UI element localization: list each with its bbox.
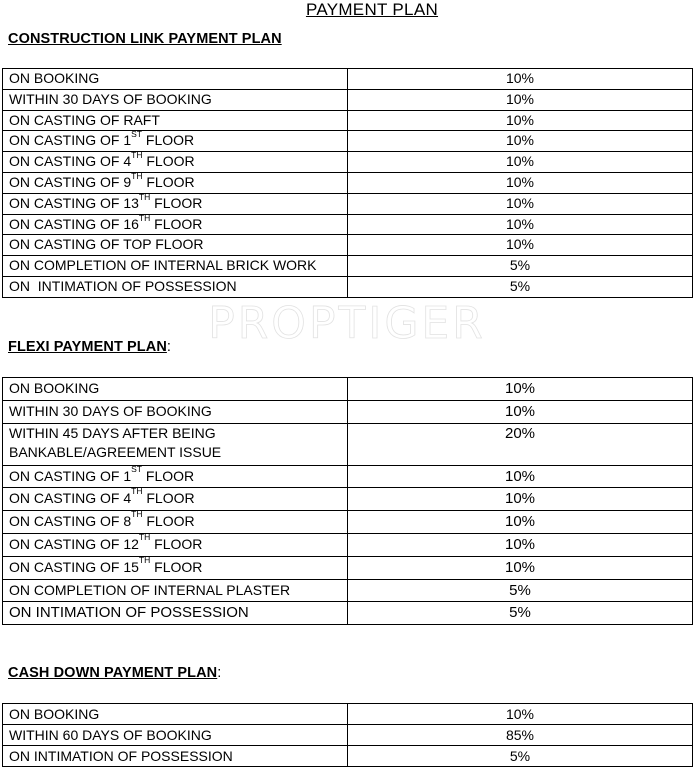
table-row: [3, 746, 693, 767]
percentage-cell: 10%: [348, 488, 693, 511]
percentage-cell: 10%: [348, 235, 693, 256]
stage-cell: [3, 276, 348, 297]
stage-label-suffix: FLOOR: [142, 173, 195, 190]
table-row: [3, 89, 693, 110]
stage-cell: [3, 193, 348, 214]
table-row: [3, 533, 693, 556]
stage-label-suffix: FLOOR: [142, 153, 195, 170]
percentage-cell: 10%: [348, 152, 693, 173]
percentage-cell: 10%: [348, 378, 693, 401]
stage-label: ON INTIMATION OF POSSESSION: [9, 277, 237, 294]
table-row: [3, 725, 693, 746]
construction-link-rows: [3, 69, 693, 298]
table-row: [3, 400, 693, 423]
stage-label-suffix: FLOOR: [150, 558, 203, 575]
stage-cell: [3, 533, 348, 556]
cash-down-rows: [3, 704, 693, 767]
watermark: PROPTIGER: [208, 298, 486, 349]
flexi-heading-colon: :: [166, 339, 172, 355]
flexi-table: [2, 377, 693, 625]
table-row: [3, 69, 693, 90]
stage-label: ON CASTING OF 15: [9, 558, 139, 575]
stage-cell: [3, 89, 348, 110]
stage-cell: [3, 602, 348, 625]
ordinal-suffix: ST: [131, 129, 142, 140]
table-row: [3, 465, 693, 488]
table-row: [3, 276, 693, 297]
stage-label: WITHIN 30 DAYS OF BOOKING: [9, 402, 212, 419]
stage-cell: [3, 556, 348, 579]
percentage-cell: 10%: [348, 556, 693, 579]
stage-label: ON BOOKING: [9, 70, 100, 86]
stage-cell: [3, 511, 348, 534]
stage-label: ON CASTING OF 1: [9, 467, 132, 484]
percentage-cell: 10%: [348, 193, 693, 214]
percentage-cell: 20%: [348, 423, 693, 465]
percentage-cell: 10%: [348, 131, 693, 152]
stage-label: ON CASTING OF RAFT: [9, 111, 160, 128]
stage-cell: [3, 746, 348, 767]
stage-label: ON INTIMATION OF POSSESSION: [9, 748, 233, 764]
stage-label: ON INTIMATION OF POSSESSION: [9, 604, 249, 622]
ordinal-suffix: TH: [138, 212, 151, 223]
cash-down-heading-colon: :: [217, 665, 222, 681]
construction-link-heading: [8, 31, 282, 47]
percentage-cell: 10%: [348, 214, 693, 235]
stage-label-suffix: FLOOR: [142, 467, 195, 484]
stage-label: ON COMPLETION OF INTERNAL PLASTER: [9, 581, 291, 598]
percentage-cell: 10%: [348, 465, 693, 488]
stage-cell: [3, 725, 348, 746]
percentage-cell: 10%: [348, 172, 693, 193]
stage-label: ON CASTING OF 12: [9, 535, 139, 552]
stage-cell: [3, 579, 348, 602]
stage-label: ON CASTING OF TOP FLOOR: [9, 236, 204, 253]
stage-label: ON CASTING OF 4: [9, 490, 132, 507]
percentage-cell: 5%: [348, 602, 693, 625]
stage-label: ON CASTING OF 16: [9, 215, 139, 232]
flexi-heading-text: FLEXI PAYMENT PLAN: [8, 339, 167, 355]
stage-cell: [3, 152, 348, 173]
ordinal-suffix: ST: [131, 463, 142, 474]
table-row: [3, 704, 693, 725]
table-row: [3, 423, 693, 465]
stage-cell: [3, 378, 348, 401]
ordinal-suffix: TH: [131, 509, 143, 520]
percentage-cell: 10%: [348, 704, 693, 725]
stage-label: ON CASTING OF 9: [9, 173, 132, 190]
stage-label: ON BOOKING: [9, 706, 100, 722]
stage-label: ON COMPLETION OF INTERNAL BRICK WORK: [9, 257, 317, 274]
percentage-cell: 10%: [348, 69, 693, 90]
stage-label: ON CASTING OF 4: [9, 153, 132, 170]
stage-cell: [3, 423, 348, 465]
table-row: [3, 152, 693, 173]
stage-label-suffix: FLOOR: [150, 215, 203, 232]
stage-cell: [3, 704, 348, 725]
stage-label: ON CASTING OF 8: [9, 513, 132, 530]
stage-label: WITHIN 30 DAYS OF BOOKING: [9, 90, 212, 107]
ordinal-suffix: TH: [138, 554, 151, 565]
percentage-cell: 10%: [348, 110, 693, 131]
percentage-cell: 85%: [348, 725, 693, 746]
table-row: [3, 488, 693, 511]
percentage-cell: 5%: [348, 256, 693, 277]
table-row: [3, 511, 693, 534]
cash-down-table: [2, 703, 693, 767]
page-title: PAYMENT PLAN: [305, 0, 439, 19]
table-row: [3, 378, 693, 401]
table-row: [3, 556, 693, 579]
percentage-cell: 10%: [348, 511, 693, 534]
stage-cell: [3, 214, 348, 235]
percentage-cell: 10%: [348, 400, 693, 423]
stage-cell: [3, 110, 348, 131]
percentage-cell: 5%: [348, 276, 693, 297]
stage-cell: [3, 131, 348, 152]
flexi-heading: [8, 339, 171, 355]
table-row: [3, 602, 693, 625]
stage-label-suffix: FLOOR: [150, 535, 203, 552]
ordinal-suffix: TH: [131, 170, 143, 181]
percentage-cell: 5%: [348, 579, 693, 602]
stage-label-line2: BANKABLE/AGREEMENT ISSUE: [9, 443, 222, 460]
stage-label-suffix: FLOOR: [142, 490, 195, 507]
table-row: [3, 214, 693, 235]
stage-label: ON CASTING OF 13: [9, 194, 139, 211]
stage-cell: [3, 69, 348, 90]
table-row: [3, 131, 693, 152]
stage-cell: [3, 400, 348, 423]
stage-cell: [3, 235, 348, 256]
cash-down-heading-text: CASH DOWN PAYMENT PLAN: [8, 665, 218, 681]
cash-down-heading: [8, 665, 221, 681]
stage-label: ON BOOKING: [9, 380, 100, 396]
stage-label: WITHIN 60 DAYS OF BOOKING: [9, 727, 212, 743]
ordinal-suffix: TH: [138, 531, 151, 542]
stage-label: WITHIN 45 DAYS AFTER BEING: [9, 424, 216, 441]
table-row: [3, 235, 693, 256]
percentage-cell: 10%: [348, 89, 693, 110]
stage-cell: [3, 256, 348, 277]
stage-label-suffix: FLOOR: [150, 194, 203, 211]
stage-label-suffix: FLOOR: [142, 513, 195, 530]
percentage-cell: 10%: [348, 533, 693, 556]
ordinal-suffix: TH: [131, 486, 143, 497]
construction-link-table: [2, 68, 693, 298]
table-row: [3, 110, 693, 131]
stage-cell: [3, 465, 348, 488]
percentage-cell: 5%: [348, 746, 693, 767]
table-row: [3, 172, 693, 193]
stage-label: ON CASTING OF 1: [9, 132, 132, 149]
stage-cell: [3, 488, 348, 511]
ordinal-suffix: TH: [131, 150, 143, 161]
table-row: [3, 256, 693, 277]
flexi-rows: [3, 378, 693, 625]
table-row: [3, 193, 693, 214]
stage-cell: [3, 172, 348, 193]
stage-label-suffix: FLOOR: [142, 132, 195, 149]
ordinal-suffix: TH: [138, 191, 151, 202]
construction-link-heading-text: CONSTRUCTION LINK PAYMENT PLAN: [8, 31, 282, 47]
table-row: [3, 579, 693, 602]
